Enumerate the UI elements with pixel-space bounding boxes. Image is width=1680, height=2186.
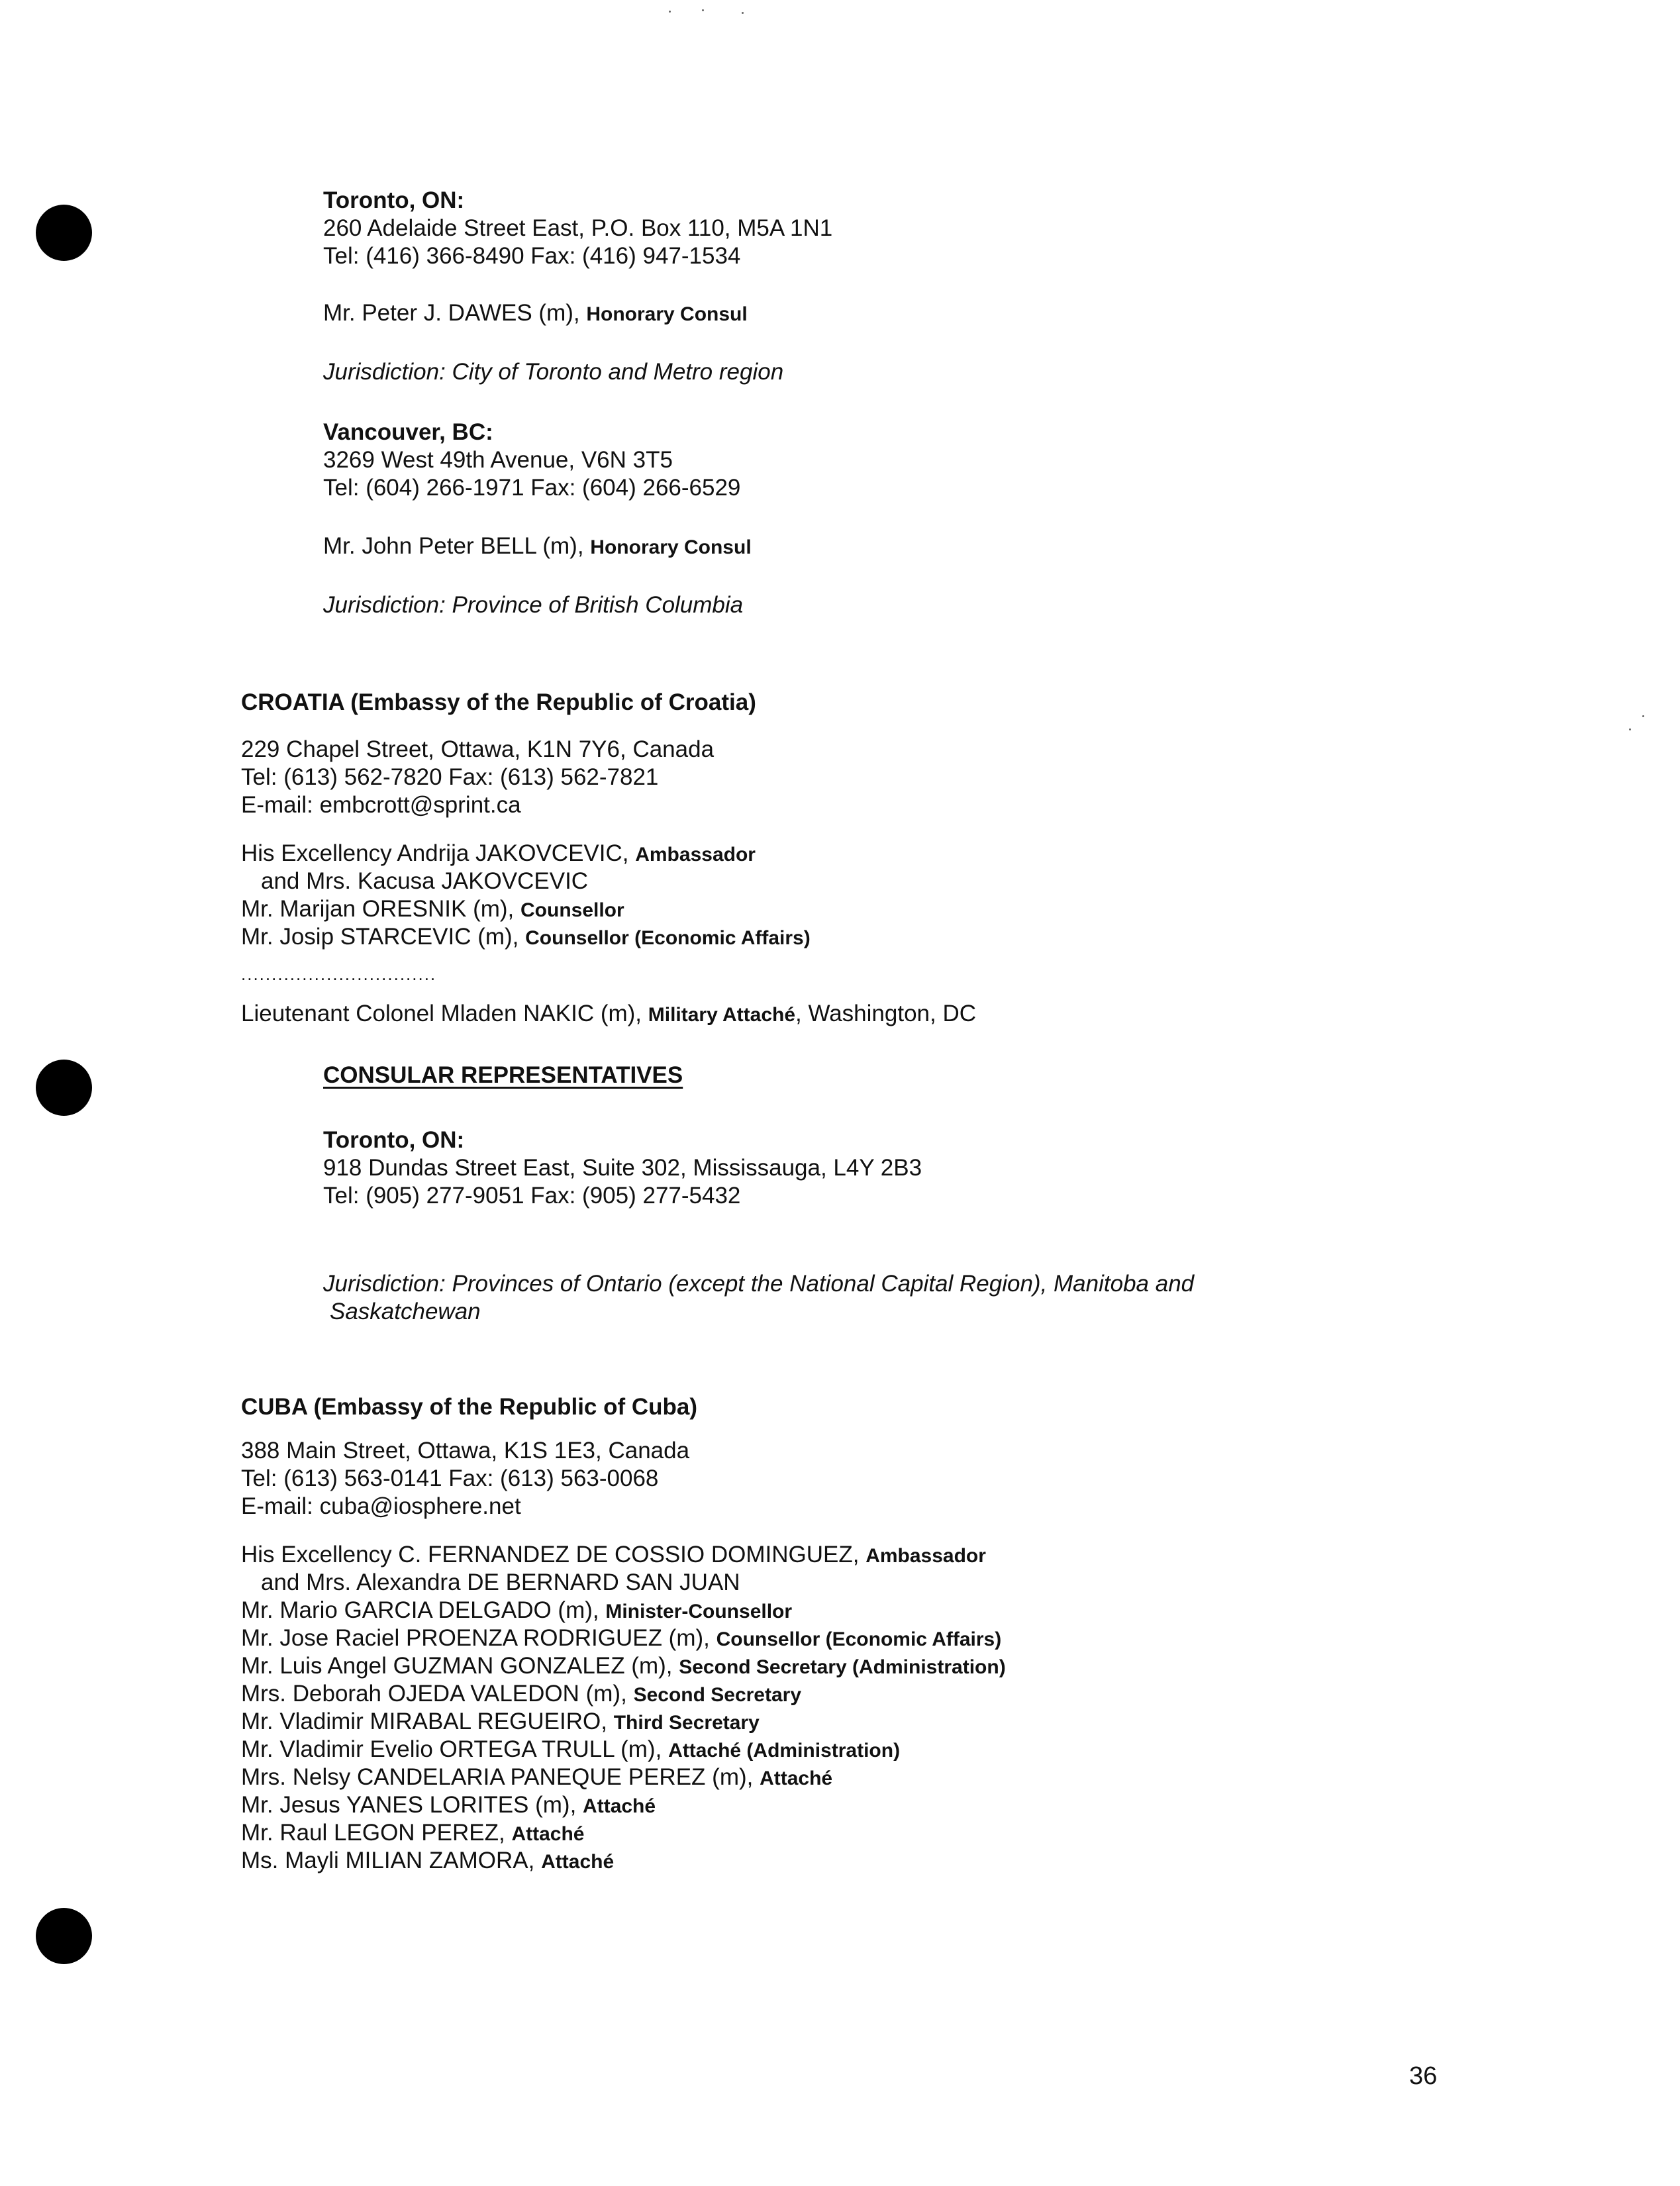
cuba-heading: CUBA (Embassy of the Republic of Cuba): [241, 1394, 698, 1420]
cuba-staff-row: [241, 1652, 1006, 1681]
staff-title: Third Secretary: [613, 1712, 760, 1734]
cuba-staff-row: [261, 1569, 740, 1597]
croatia-staff-row: [241, 895, 624, 924]
cuba-phone: Tel: (613) 563-0141 Fax: (613) 563-0068: [241, 1466, 659, 1491]
cuba-staff-row: [241, 1791, 656, 1820]
toronto-phone: Tel: (416) 366-8490 Fax: (416) 947-1534: [323, 243, 741, 269]
cuba-staff-row: [241, 1680, 801, 1709]
staff-name: His Excellency C. FERNANDEZ DE COSSIO DOMINGUEZ,: [241, 1542, 860, 1567]
scan-speck: [742, 12, 744, 14]
cuba-staff-row: [241, 1819, 584, 1848]
cuba-staff-row: [241, 1597, 792, 1626]
vancouver-heading: Vancouver, BC:: [323, 419, 493, 445]
person-title: Honorary Consul: [590, 536, 752, 558]
separator-dots: ................................: [241, 964, 437, 984]
croatia-military-attache: [241, 1000, 976, 1029]
croatia-phone: Tel: (613) 562-7820 Fax: (613) 562-7821: [241, 764, 659, 790]
staff-name: Ms. Mayli MILIAN ZAMORA,: [241, 1848, 535, 1873]
page-number: 36: [1409, 2062, 1438, 2090]
staff-title: Minister-Counsellor: [605, 1601, 793, 1622]
staff-name: His Excellency Andrija JAKOVCEVIC,: [241, 840, 629, 866]
binder-hole-bottom: [36, 1908, 92, 1964]
staff-name: Mr. Josip STARCEVIC (m),: [241, 924, 519, 950]
staff-title: Attaché: [583, 1795, 656, 1817]
croatia-toronto-phone: Tel: (905) 277-9051 Fax: (905) 277-5432: [323, 1183, 741, 1209]
scan-speck: [1629, 728, 1631, 730]
croatia-heading: CROATIA (Embassy of the Republic of Croatia): [241, 689, 756, 715]
croatia-toronto-jurisdiction-cont: Saskatchewan: [330, 1299, 481, 1324]
croatia-staff-row: [241, 923, 811, 952]
toronto-consul: [323, 299, 748, 328]
scan-speck: [1642, 715, 1644, 717]
staff-title: Counsellor: [520, 899, 624, 921]
croatia-toronto-heading: Toronto, ON:: [323, 1127, 465, 1153]
toronto-heading: Toronto, ON:: [323, 187, 465, 213]
cuba-staff-row: [241, 1624, 1001, 1654]
vancouver-jurisdiction: Jurisdiction: Province of British Columbia: [323, 592, 744, 618]
croatia-staff-row: [241, 840, 756, 869]
staff-location: , Washington, DC: [795, 1001, 977, 1026]
person-title: Honorary Consul: [586, 303, 748, 325]
staff-title: Counsellor (Economic Affairs): [716, 1628, 1002, 1650]
staff-title: Second Secretary (Administration): [679, 1656, 1006, 1678]
staff-name: Mr. Luis Angel GUZMAN GONZALEZ (m),: [241, 1653, 673, 1679]
cuba-staff-row: [241, 1708, 760, 1737]
consular-representatives-heading: CONSULAR REPRESENTATIVES: [323, 1062, 683, 1088]
staff-name: Mr. Vladimir MIRABAL REGUEIRO,: [241, 1709, 607, 1734]
staff-title: Attaché: [511, 1823, 585, 1845]
croatia-email: E-mail: embcrott@sprint.ca: [241, 792, 521, 818]
staff-name: Mr. Mario GARCIA DELGADO (m),: [241, 1597, 599, 1623]
cuba-address: 388 Main Street, Ottawa, K1S 1E3, Canada: [241, 1438, 690, 1464]
scan-speck: [669, 11, 671, 13]
croatia-toronto-address: 918 Dundas Street East, Suite 302, Mississauga, L4Y 2B3: [323, 1155, 922, 1181]
person-name: Mr. Peter J. DAWES (m),: [323, 300, 580, 326]
staff-title: Counsellor (Economic Affairs): [525, 927, 811, 949]
cuba-staff-row: [241, 1764, 832, 1793]
croatia-address: 229 Chapel Street, Ottawa, K1N 7Y6, Canada: [241, 736, 715, 762]
staff-title: Military Attaché: [648, 1004, 796, 1026]
staff-name: Mrs. Nelsy CANDELARIA PANEQUE PEREZ (m),: [241, 1764, 754, 1790]
staff-name: Mr. Vladimir Evelio ORTEGA TRULL (m),: [241, 1736, 662, 1762]
staff-name: and Mrs. Kacusa JAKOVCEVIC: [261, 868, 589, 894]
staff-name: Lieutenant Colonel Mladen NAKIC (m),: [241, 1001, 642, 1026]
staff-title: Attaché (Administration): [668, 1740, 901, 1762]
staff-name: and Mrs. Alexandra DE BERNARD SAN JUAN: [261, 1569, 740, 1595]
vancouver-phone: Tel: (604) 266-1971 Fax: (604) 266-6529: [323, 475, 741, 501]
toronto-address: 260 Adelaide Street East, P.O. Box 110, M5A 1N1: [323, 215, 833, 241]
staff-name: Mr. Raul LEGON PEREZ,: [241, 1820, 505, 1846]
cuba-staff-row: [241, 1736, 900, 1765]
staff-title: Ambassador: [635, 844, 756, 866]
cuba-email: E-mail: cuba@iosphere.net: [241, 1493, 521, 1519]
croatia-staff-row: [261, 868, 588, 895]
croatia-toronto-jurisdiction: Jurisdiction: Provinces of Ontario (except the National Capital Region), Manitoba and: [323, 1271, 1195, 1297]
binder-hole-middle: [36, 1060, 92, 1116]
toronto-jurisdiction: Jurisdiction: City of Toronto and Metro region: [323, 359, 784, 385]
staff-name: Mr. Marijan ORESNIK (m),: [241, 896, 515, 922]
staff-title: Second Secretary: [633, 1684, 802, 1706]
cuba-staff-row: [241, 1541, 986, 1570]
staff-name: Mrs. Deborah OJEDA VALEDON (m),: [241, 1681, 627, 1707]
person-name: Mr. John Peter BELL (m),: [323, 533, 584, 559]
staff-title: Ambassador: [865, 1545, 986, 1567]
binder-hole-top: [36, 205, 92, 261]
staff-name: Mr. Jose Raciel PROENZA RODRIGUEZ (m),: [241, 1625, 710, 1651]
cuba-staff-row: [241, 1847, 614, 1876]
staff-name: Mr. Jesus YANES LORITES (m),: [241, 1792, 577, 1818]
scan-speck: [702, 9, 704, 11]
vancouver-address: 3269 West 49th Avenue, V6N 3T5: [323, 447, 673, 473]
staff-title: Attaché: [760, 1767, 833, 1789]
staff-title: Attaché: [541, 1851, 615, 1873]
vancouver-consul: [323, 532, 752, 562]
